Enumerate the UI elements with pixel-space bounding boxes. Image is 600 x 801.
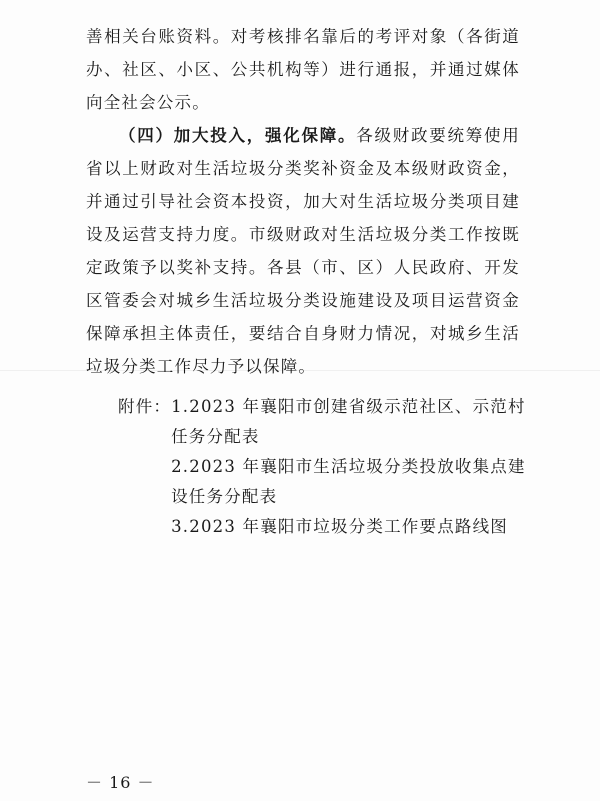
section-heading-funding: （四）加大投入，强化保障。 — [119, 126, 357, 145]
body-text — [86, 20, 520, 383]
attachments-list — [171, 392, 538, 542]
page-number: － 16 － — [86, 773, 155, 792]
attachment-item-2: 2.2023 年襄阳市生活垃圾分类投放收集点建设任务分配表 — [171, 457, 526, 506]
attachment-item-1: 1.2023 年襄阳市创建省级示范社区、示范村任务分配表 — [171, 397, 526, 446]
paragraph-public-notice: 善相关台账资料。对考核排名靠后的考评对象（各街道办、社区、小区、公共机构等）进行通报，并通过媒体向全社会公示。 — [86, 27, 520, 112]
attachment-item-3: 3.2023 年襄阳市垃圾分类工作要点路线图 — [171, 517, 508, 536]
attachments-section — [118, 392, 538, 542]
paragraph-funding — [86, 119, 520, 383]
page-fold-line — [0, 370, 600, 371]
attachments-label: 附件： — [118, 397, 172, 416]
paragraph-funding-body: 各级财政要统筹使用省以上财政对生活垃圾分类奖补资金及本级财政资金，并通过引导社会资本投资，加大对生活垃圾分类项目建设及运营支持力度。市级财政对生活垃圾分类工作按既定政策予以奖补支持。各县（市、区）人民政府、开发区管委会对城乡生活垃圾分类设施建设及项目运营资金保障承担主体责任，要结合自身财力情况，对城乡生活垃圾分类工作尽力予以保障。 — [86, 126, 520, 376]
